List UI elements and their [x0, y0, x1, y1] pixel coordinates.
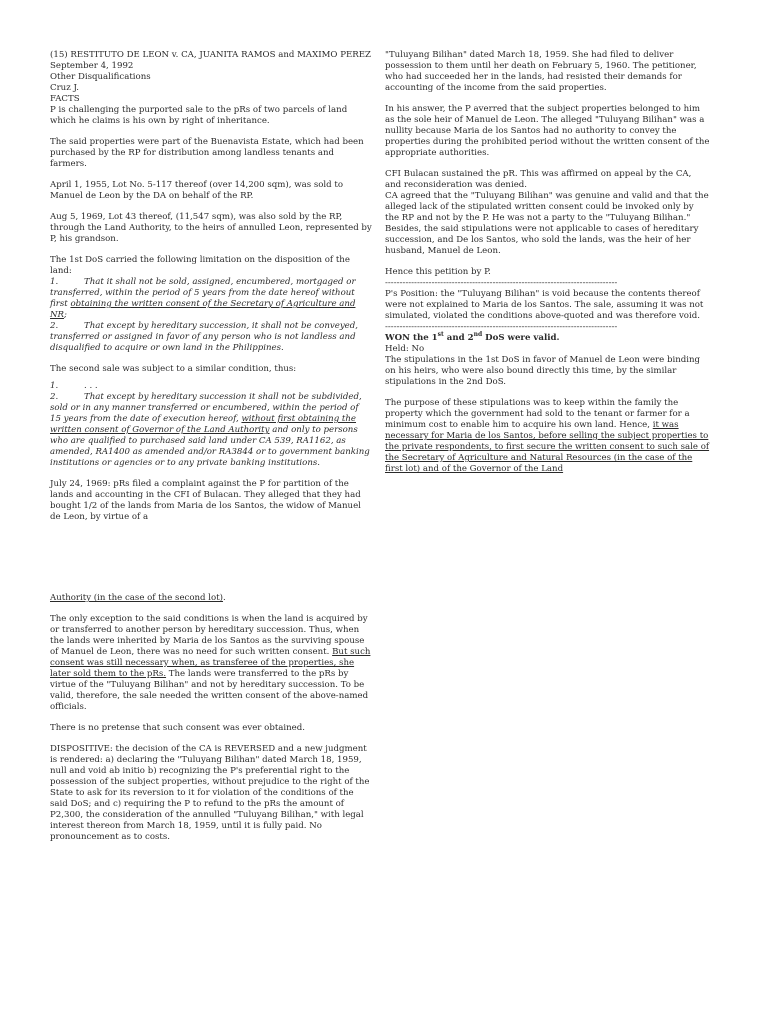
position-paragraph: P's Position: the "Tuluyang Bilihan" is void because the contents thereof were not explained to Maria de los Santos. The sale, assuming it was not simulated, violated the conditions above-quoted and was therefore void. — [385, 289, 704, 321]
quoted-condition: 1. . . . — [50, 381, 98, 391]
quoted-condition: 2. That except by hereditary succession it shall not be subdivided, sold or in any manner transferred or encumbered, within the period of 15 years from the date of execution hereof, without first obtaining the written consent of Governor of the Land Authority and only to persons who are qualified to purchased said land under CA 539, RA1162, as amended, RA1400 as amended and/or RA3844 or to government banking institutions or agencies or to any private banking institutions. — [50, 392, 370, 468]
body-paragraph: Hence this petition by P. — [385, 267, 491, 277]
ruling-paragraph: There is no pretense that such consent was ever obtained. — [50, 723, 306, 733]
ruling-paragraph: The stipulations in the 1st DoS in favor of Manuel de Leon were binding on his heirs, who were also bound directly this time, by the similar stipulations in the 2nd DoS. — [385, 355, 701, 387]
right-column-page-1 — [385, 50, 710, 485]
ponente: Cruz J. — [50, 83, 79, 93]
ruling-paragraph: Authority (in the case of the second lot). — [50, 593, 226, 603]
list-number: 1. — [50, 381, 59, 391]
case-title: (15) RESTITUTO DE LEON v. CA, JUANITA RAMOS and MAXIMO PEREZ — [50, 50, 371, 60]
facts-heading: FACTS — [50, 94, 80, 104]
held-heading: Held: No — [385, 344, 425, 354]
list-number: 1. — [50, 277, 59, 287]
facts-paragraph: Aug 5, 1969, Lot 43 thereof, (11,547 sqm), was also sold by the RP, through the Land Authority, to the heirs of annulled Leon, represented by P, his grandson. — [50, 212, 372, 244]
separator-line: -------------------------------------------------------------------------------- — [385, 322, 618, 332]
quoted-condition: 1. That it shall not be sold, assigned, encumbered, mortgaged or transferred, within the period of 5 years from the date hereof without first obtaining the written consent of the Secretary of Agriculture and NR; — [50, 277, 356, 320]
dispositive-paragraph: DISPOSITIVE: the decision of the CA is REVERSED and a new judgment is rendered: a) declaring the "Tuluyang Bilihan" dated March 18, 1959, null and void ab initio b) recognizing the P's preferential right to the possession of the subject properties, without prejudice to the right of the State to ask for its reversion to it for violation of the conditions of the said DoS; and c) requiring the P to refund to the pRs the amount of P2,300, the consideration of the annulled "Tuluyang Bilihan," with legal interest thereon from March 18, 1959, until it is fully paid. No pronouncement as to costs. — [50, 744, 370, 842]
facts-paragraph: July 24, 1969: pRs filed a complaint against the P for partition of the lands and accounting in the CFI of Bulacan. They alleged that they had bought 1/2 of the lands from Maria de los Santos, the widow of Manuel de Leon, by virtue of a — [50, 479, 361, 522]
list-number: 2. — [50, 392, 59, 402]
list-number: 2. — [50, 321, 59, 331]
facts-paragraph: The second sale was subject to a similar condition, thus: — [50, 364, 297, 374]
facts-paragraph: The said properties were part of the Buenavista Estate, which had been purchased by the RP for distribution among landless tenants and farmers. — [50, 137, 364, 169]
body-paragraph: CA agreed that the "Tuluyang Bilihan" was genuine and valid and that the alleged lack of the stipulated written consent could be invoked only by the RP and not by the P. He was not a party to the "Tuluyang Bilihan." Besides, the said stipulations were not applicable to cases of hereditary succession, and De los Santos, who sold the lands, was the heir of her husband, Manuel de Leon. — [385, 191, 709, 256]
case-topic: Other Disqualifications — [50, 72, 151, 82]
facts-paragraph: April 1, 1955, Lot No. 5-117 thereof (over 14,200 sqm), was sold to Manuel de Leon by the DA on behalf of the RP. — [50, 180, 344, 201]
issue-heading: WON the 1st and 2nd DoS were valid. — [385, 331, 560, 343]
ruling-paragraph: The purpose of these stipulations was to keep within the family the property which the government had sold to the tenant or farmer for a minimum cost to enable him to acquire his own land. Hence, it was necessary for Maria de los Santos, before selling the subject properties to the private respondents, to first secure the written consent to such sale of the Secretary of Agriculture and Natural Resources (in the case of the first lot) and of the Governor of the Land — [385, 398, 710, 474]
facts-paragraph: P is challenging the purported sale to the pRs of two parcels of land which he claims is his own by right of inheritance. — [50, 105, 348, 126]
case-date: September 4, 1992 — [50, 61, 134, 71]
body-paragraph: In his answer, the P averred that the subject properties belonged to him as the sole heir of Manuel de Leon. The alleged "Tuluyang Bilihan" was a nullity because Maria de los Santos had no authority to convey the properties during the prohibited period without the written consent of the appropriate authorities. — [385, 104, 710, 158]
left-column-page-2 — [50, 593, 372, 853]
body-paragraph: CFI Bulacan sustained the pR. This was affirmed on appeal by the CA, and reconsideration was denied. — [385, 169, 692, 190]
separator-line: -------------------------------------------------------------------------------- — [385, 278, 618, 288]
quoted-condition: 2. That except by hereditary succession, it shall not be conveyed, transferred or assigned in favor of any person who is not landless and disqualified to acquire or own land in the Philippines. — [50, 321, 358, 353]
left-column-page-1 — [50, 50, 372, 533]
facts-paragraph: The 1st DoS carried the following limitation on the disposition of the land: — [50, 255, 350, 276]
body-paragraph: "Tuluyang Bilihan" dated March 18, 1959. She had filed to deliver possession to them until her death on February 5, 1960. The petitioner, who had succeeded her in the lands, had resisted their demands for accounting of the income from the said properties. — [385, 50, 697, 93]
ruling-paragraph: The only exception to the said conditions is when the land is acquired by or transferred to another person by hereditary succession. Thus, when the lands were inherited by Maria de los Santos as the surviving spouse of Manuel de Leon, there was no need for such written consent. But such consent was still necessary when, as transferee of the properties, she later sold them to the pRs. The lands were transferred to the pRs by virtue of the "Tuluyang Bilihan" and not by hereditary succession. To be valid, therefore, the sale needed the written consent of the above-named officials. — [50, 614, 371, 712]
